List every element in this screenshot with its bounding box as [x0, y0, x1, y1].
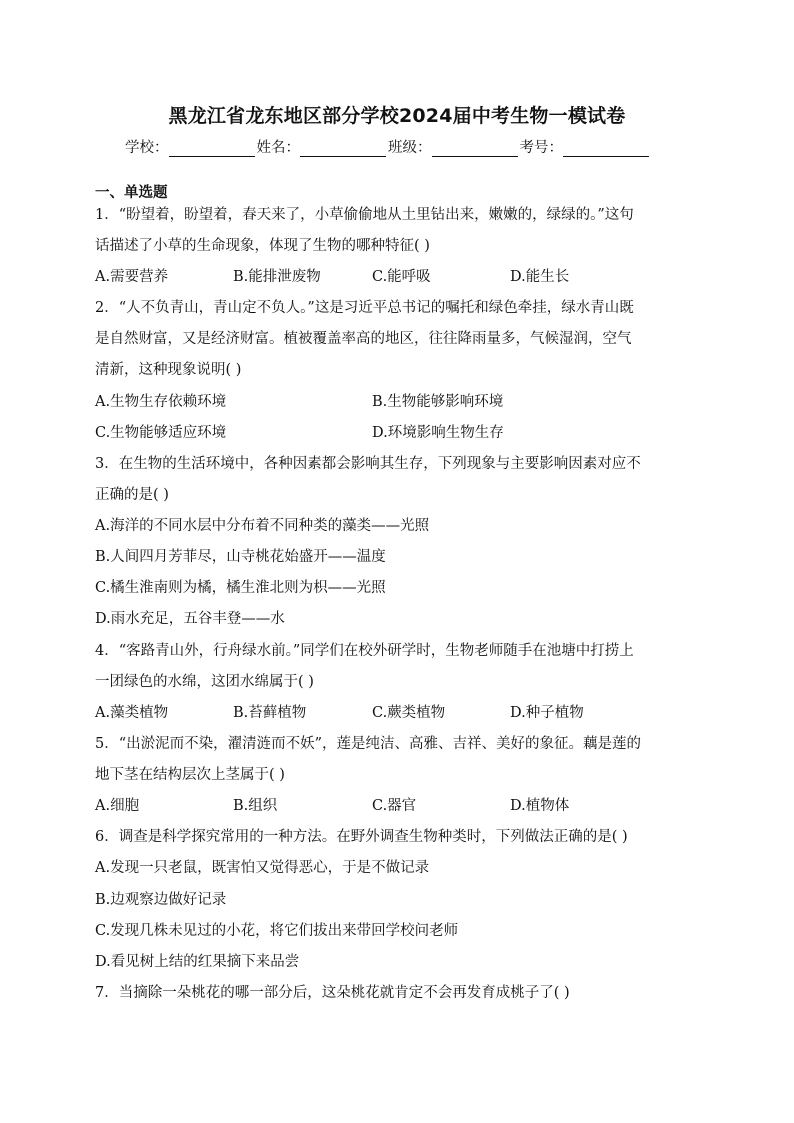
q4-stem-line2: 一团绿色的水绵，这团水绵属于( )	[95, 674, 314, 690]
q6-option-a: A.发现一只老鼠，既害怕又觉得恶心，于是不做记录	[95, 860, 430, 876]
q2-stem-line1: 2．“人不负青山，青山定不负人。”这是习近平总书记的嘱托和绿色牵挂，绿水青山既	[95, 300, 634, 316]
school-blank[interactable]	[169, 141, 255, 157]
q3-stem-line1: 3．在生物的生活环境中，各种因素都会影响其生存，下列现象与主要影响因素对应不	[95, 456, 641, 472]
q2-option-b: B.生物能够影响环境	[372, 394, 504, 410]
q3-option-b: B.人间四月芳菲尽，山寺桃花始盛开——温度	[95, 549, 386, 565]
name-blank[interactable]	[300, 141, 386, 157]
q5-option-b: B.组织	[233, 798, 278, 814]
q4-option-c: C.蕨类植物	[372, 705, 446, 721]
school-field	[125, 136, 257, 157]
number-blank[interactable]	[563, 141, 649, 157]
q1-option-b: B.能排泄废物	[233, 269, 321, 285]
q4-option-d: D.种子植物	[510, 705, 584, 721]
q4-stem-line1: 4．“客路青山外，行舟绿水前。”同学们在校外研学时，生物老师随手在池塘中打捞上	[95, 643, 634, 659]
q6-stem-line1: 6．调查是科学探究常用的一种方法。在野外调查生物种类时，下列做法正确的是( )	[95, 829, 628, 845]
q2-option-d: D.环境影响生物生存	[372, 425, 504, 441]
q6-option-b: B.边观察边做好记录	[95, 892, 227, 908]
q1-stem-line1: 1．“盼望着，盼望着，春天来了，小草偷偷地从土里钻出来，嫩嫩的，绿绿的。”这句	[95, 207, 634, 223]
q3-stem-line2: 正确的是( )	[95, 487, 169, 503]
number-label: 考号：	[519, 140, 563, 156]
q1-option-c: C.能呼吸	[372, 269, 431, 285]
name-field	[257, 136, 389, 157]
q1-option-d: D.能生长	[510, 269, 570, 285]
q3-option-c: C.橘生淮南则为橘，橘生淮北则为枳——光照	[95, 580, 386, 596]
school-label: 学校：	[125, 140, 169, 156]
q6-option-c: C.发现几株未见过的小花，将它们拔出来带回学校问老师	[95, 923, 459, 939]
q5-stem-line2: 地下茎在结构层次上茎属于( )	[95, 767, 285, 783]
number-field	[520, 136, 652, 157]
q4-option-b: B.苔藓植物	[233, 705, 307, 721]
q2-option-c: C.生物能够适应环境	[95, 425, 227, 441]
student-info-row	[125, 136, 651, 157]
q3-option-a: A.海洋的不同水层中分布着不同种类的藻类——光照	[95, 518, 430, 534]
q1-option-a: A.需要营养	[95, 269, 169, 285]
q5-stem-line1: 5．“出淤泥而不染，濯清涟而不妖”，莲是纯洁、高雅、吉祥、美好的象征。藕是莲的	[95, 736, 642, 752]
section-heading: 一、单选题	[95, 185, 168, 201]
q5-option-c: C.器官	[372, 798, 417, 814]
q2-stem-line2: 是自然财富，又是经济财富。植被覆盖率高的地区，往往降雨量多，气候湿润，空气	[95, 331, 632, 347]
class-blank[interactable]	[432, 141, 518, 157]
q6-option-d: D.看见树上结的红果摘下来品尝	[95, 954, 300, 970]
class-label: 班级：	[388, 140, 432, 156]
q5-option-a: A.细胞	[95, 798, 140, 814]
q4-option-a: A.藻类植物	[95, 705, 169, 721]
q2-stem-line3: 清新，这种现象说明( )	[95, 362, 242, 378]
name-label: 姓名：	[256, 140, 300, 156]
q3-option-d: D.雨水充足，五谷丰登——水	[95, 611, 285, 627]
q1-stem-line2: 话描述了小草的生命现象，体现了生物的哪种特征( )	[95, 238, 430, 254]
q5-option-d: D.植物体	[510, 798, 570, 814]
q7-stem-line1: 7．当摘除一朵桃花的哪一部分后，这朵桃花就肯定不会再发育成桃子了( )	[95, 985, 570, 1001]
exam-title: 黑龙江省龙东地区部分学校2024届中考生物一模试卷	[168, 105, 626, 127]
class-field	[388, 136, 520, 157]
q2-option-a: A.生物生存依赖环境	[95, 394, 227, 410]
